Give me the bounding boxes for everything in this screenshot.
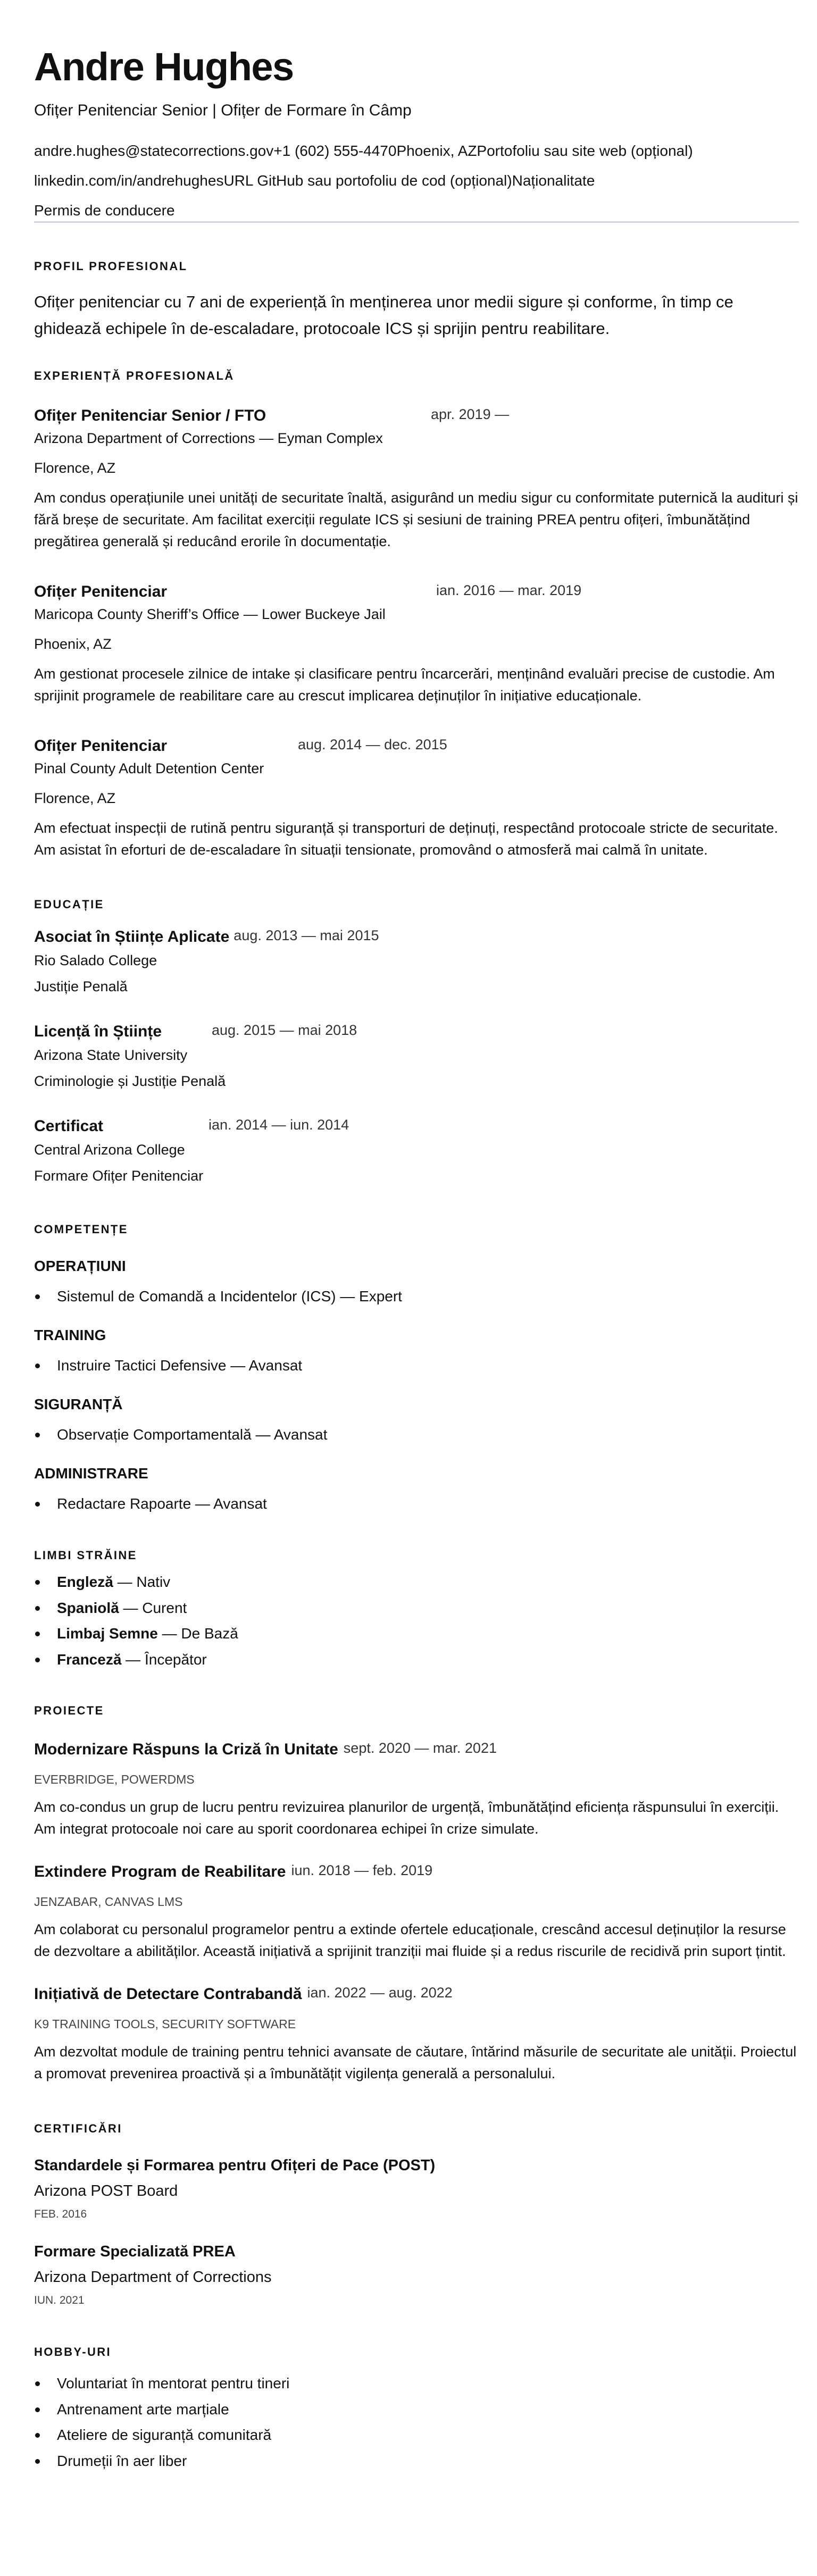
certifications-section <box>34 2121 799 2308</box>
job-description: Am gestionat procesele zilnice de intake și clasificare pentru încarcerări, menținând evaluări precise de custodie. Am sprijinit programele de reabilitare care au crescut implicarea deținuților în inițiative educaționale. <box>34 666 775 704</box>
school: Rio Salado College <box>34 952 157 968</box>
contact-location: Phoenix, AZ <box>396 143 477 159</box>
language-item <box>34 1595 799 1621</box>
section-heading: HOBBY-URI <box>34 2345 112 2358</box>
education-entry <box>34 926 799 997</box>
skill-category <box>34 1256 799 1307</box>
certification-entry <box>34 2241 799 2308</box>
job-company: Pinal County Adult Detention Center <box>34 760 264 776</box>
contact-row <box>34 140 799 162</box>
school: Arizona State University <box>34 1047 188 1063</box>
certification-date: IUN. 2021 <box>34 2294 85 2306</box>
job-company: Arizona Department of Corrections — Eyman Complex <box>34 430 383 446</box>
field-of-study: Justiție Penală <box>34 978 128 994</box>
project-description: Am colaborat cu personalul programelor pentru a extinde ofertele educaționale, crescând accesul deținuților la resurse de dezvoltare a abilităților. Această inițiativă a sprijinit tranziții mai fluide și a redus riscurile de recidivă prin suport țintit. <box>34 1921 786 1959</box>
certification-name: Standardele și Formarea pentru Ofițeri de Pace (POST) <box>34 2157 436 2174</box>
hobby-item: Antrenament arte marțiale <box>34 2397 799 2423</box>
section-heading: COMPETENȚE <box>34 1223 128 1236</box>
project-tech: JENZABAR, CANVAS LMS <box>34 1895 183 1909</box>
project-entry <box>34 1861 799 1962</box>
contact-portfolio[interactable]: Portofoliu sau site web (opțional) <box>477 143 693 159</box>
project-dates: ian. 2022 — aug. 2022 <box>307 1985 453 2001</box>
contact-row <box>34 170 799 191</box>
job-location: Florence, AZ <box>34 790 116 806</box>
project-title: Inițiativă de Detectare Contrabandă <box>34 1985 302 2003</box>
skill-item: Instruire Tactici Defensive — Avansat <box>34 1355 799 1376</box>
experience-section <box>34 368 799 861</box>
education-dates: aug. 2013 — mai 2015 <box>234 927 379 943</box>
certification-entry <box>34 2155 799 2222</box>
skill-category-name: OPERAȚIUNI <box>34 1258 126 1274</box>
skills-section <box>34 1222 799 1515</box>
education-section <box>34 897 799 1186</box>
skill-category-name: TRAINING <box>34 1327 106 1343</box>
job-company: Maricopa County Sheriff’s Office — Lower Buckeye Jail <box>34 606 386 622</box>
contact-license: Permis de conducere <box>34 202 175 219</box>
job-title: Ofițer Penitenciar <box>34 737 168 755</box>
hobby-item: Voluntariat în mentorat pentru tineri <box>34 2371 799 2397</box>
project-entry <box>34 1739 799 1840</box>
job-location: Florence, AZ <box>34 460 116 476</box>
education-dates: ian. 2014 — iun. 2014 <box>209 1117 349 1133</box>
language-level: — Curent <box>119 1599 187 1616</box>
section-heading: PROFIL PROFESIONAL <box>34 260 188 273</box>
field-of-study: Formare Ofițer Penitenciar <box>34 1168 204 1184</box>
skill-category-name: SIGURANȚĂ <box>34 1396 123 1412</box>
project-entry <box>34 1984 799 2085</box>
job-title: Ofițer Penitenciar <box>34 583 168 600</box>
project-dates: sept. 2020 — mar. 2021 <box>343 1740 497 1756</box>
job-entry <box>34 735 799 861</box>
contact-info <box>34 140 799 230</box>
project-dates: iun. 2018 — feb. 2019 <box>291 1862 433 1878</box>
skill-item: Redactare Rapoarte — Avansat <box>34 1493 799 1515</box>
language-name: Franceză <box>57 1651 122 1668</box>
language-name: Engleză <box>57 1574 113 1590</box>
project-title: Modernizare Răspuns la Criză în Unitate <box>34 1741 338 1758</box>
degree: Certificat <box>34 1117 104 1135</box>
certification-date: FEB. 2016 <box>34 2208 87 2220</box>
certification-issuer: Arizona Department of Corrections <box>34 2269 272 2286</box>
contact-email[interactable]: andre.hughes@statecorrections.gov <box>34 143 274 159</box>
job-entry <box>34 581 799 707</box>
job-dates: apr. 2019 — <box>431 406 510 422</box>
section-heading: EDUCAȚIE <box>34 898 104 911</box>
contact-github[interactable]: URL GitHub sau portofoliu de cod (opțional) <box>223 172 512 189</box>
contact-phone[interactable]: +1 (602) 555-4470 <box>273 143 397 159</box>
degree: Licență în Științe <box>34 1023 162 1040</box>
field-of-study: Criminologie și Justiție Penală <box>34 1073 226 1089</box>
certification-issuer: Arizona POST Board <box>34 2182 178 2199</box>
candidate-name: Andre Hughes <box>34 45 294 89</box>
profile-summary: Ofițer penitenciar cu 7 ani de experiență în menținerea unor medii sigure și conforme, în timp ce ghidează echipele în de-escaladare, protocoale ICS și sprijin pentru reabilitare. <box>34 292 733 338</box>
job-dates: aug. 2014 — dec. 2015 <box>298 737 447 752</box>
skill-category-name: ADMINISTRARE <box>34 1465 148 1482</box>
skill-category <box>34 1325 799 1376</box>
project-tech: K9 TRAINING TOOLS, SECURITY SOFTWARE <box>34 2017 296 2031</box>
skill-category <box>34 1394 799 1445</box>
section-heading: CERTIFICĂRI <box>34 2122 122 2135</box>
job-entry <box>34 405 799 553</box>
languages-section <box>34 1548 799 1672</box>
education-dates: aug. 2015 — mai 2018 <box>212 1022 357 1038</box>
certification-name: Formare Specializată PREA <box>34 2243 236 2260</box>
projects-section <box>34 1703 799 2085</box>
candidate-title: Ofițer Penitenciar Senior | Ofițer de Formare în Câmp <box>34 102 412 119</box>
skill-item: Observație Comportamentală — Avansat <box>34 1424 799 1445</box>
language-item <box>34 1621 799 1647</box>
school: Central Arizona College <box>34 1142 185 1158</box>
hobby-item: Ateliere de siguranță comunitară <box>34 2422 799 2448</box>
job-location: Phoenix, AZ <box>34 636 112 652</box>
contact-linkedin[interactable]: linkedin.com/in/andrehughes <box>34 172 224 189</box>
hobby-item: Drumeții în aer liber <box>34 2448 799 2474</box>
section-heading: LIMBI STRĂINE <box>34 1549 137 1562</box>
hobbies-section <box>34 2344 799 2474</box>
job-title: Ofițer Penitenciar Senior / FTO <box>34 407 266 424</box>
section-heading: PROIECTE <box>34 1704 104 1717</box>
contact-row <box>34 200 799 221</box>
resume-body <box>34 258 799 2474</box>
education-entry <box>34 1021 799 1092</box>
language-level: — Nativ <box>113 1574 171 1590</box>
language-name: Spaniolă <box>57 1599 119 1616</box>
project-tech: EVERBRIDGE, POWERDMS <box>34 1772 195 1786</box>
job-dates: ian. 2016 — mar. 2019 <box>436 582 582 598</box>
profile-section <box>34 258 799 342</box>
language-level: — De Bază <box>157 1625 238 1642</box>
project-description: Am dezvoltat module de training pentru tehnici avansate de căutare, întărind măsurile de securitate ale unității. Proiectul a promovat prevenirea proactivă și a îmbunătățit vigilența generală a personalului. <box>34 2044 797 2081</box>
project-description: Am co-condus un grup de lucru pentru revizuirea planurilor de urgență, îmbunătățind eficiența răspunsului în exerciții. Am integrat protocoale noi care au sporit coordonarea echipei în crize simulate. <box>34 1799 779 1837</box>
skill-category <box>34 1463 799 1515</box>
job-description: Am efectuat inspecții de rutină pentru siguranță și transporturi de deținuți, respectând protocoale stricte de securitate. Am asistat în eforturi de de-escaladare în situații tensionate, promovând o atmosferă mai calmă în unitate. <box>34 820 778 858</box>
header-divider <box>34 221 799 223</box>
degree: Asociat în Științe Aplicate <box>34 928 230 946</box>
language-name: Limbaj Semne <box>57 1625 158 1642</box>
language-item <box>34 1569 799 1595</box>
skill-item: Sistemul de Comandă a Incidentelor (ICS) — Expert <box>34 1286 799 1307</box>
contact-nationality: Naționalitate <box>512 172 595 189</box>
education-entry <box>34 1116 799 1186</box>
language-item <box>34 1647 799 1673</box>
project-title: Extindere Program de Reabilitare <box>34 1863 286 1880</box>
job-description: Am condus operațiunile unei unități de securitate înaltă, asigurând un mediu sigur cu conformitate puternică la audituri și fără breșe de securitate. Am facilitat exerciții regulate ICS și sesiuni de training PREA pentru ofițeri, îmbunătățind pregătirea generală și reducând erorile în documentație. <box>34 490 798 549</box>
section-heading: EXPERIENȚĂ PROFESIONALĂ <box>34 369 235 382</box>
language-level: — Începător <box>121 1651 207 1668</box>
